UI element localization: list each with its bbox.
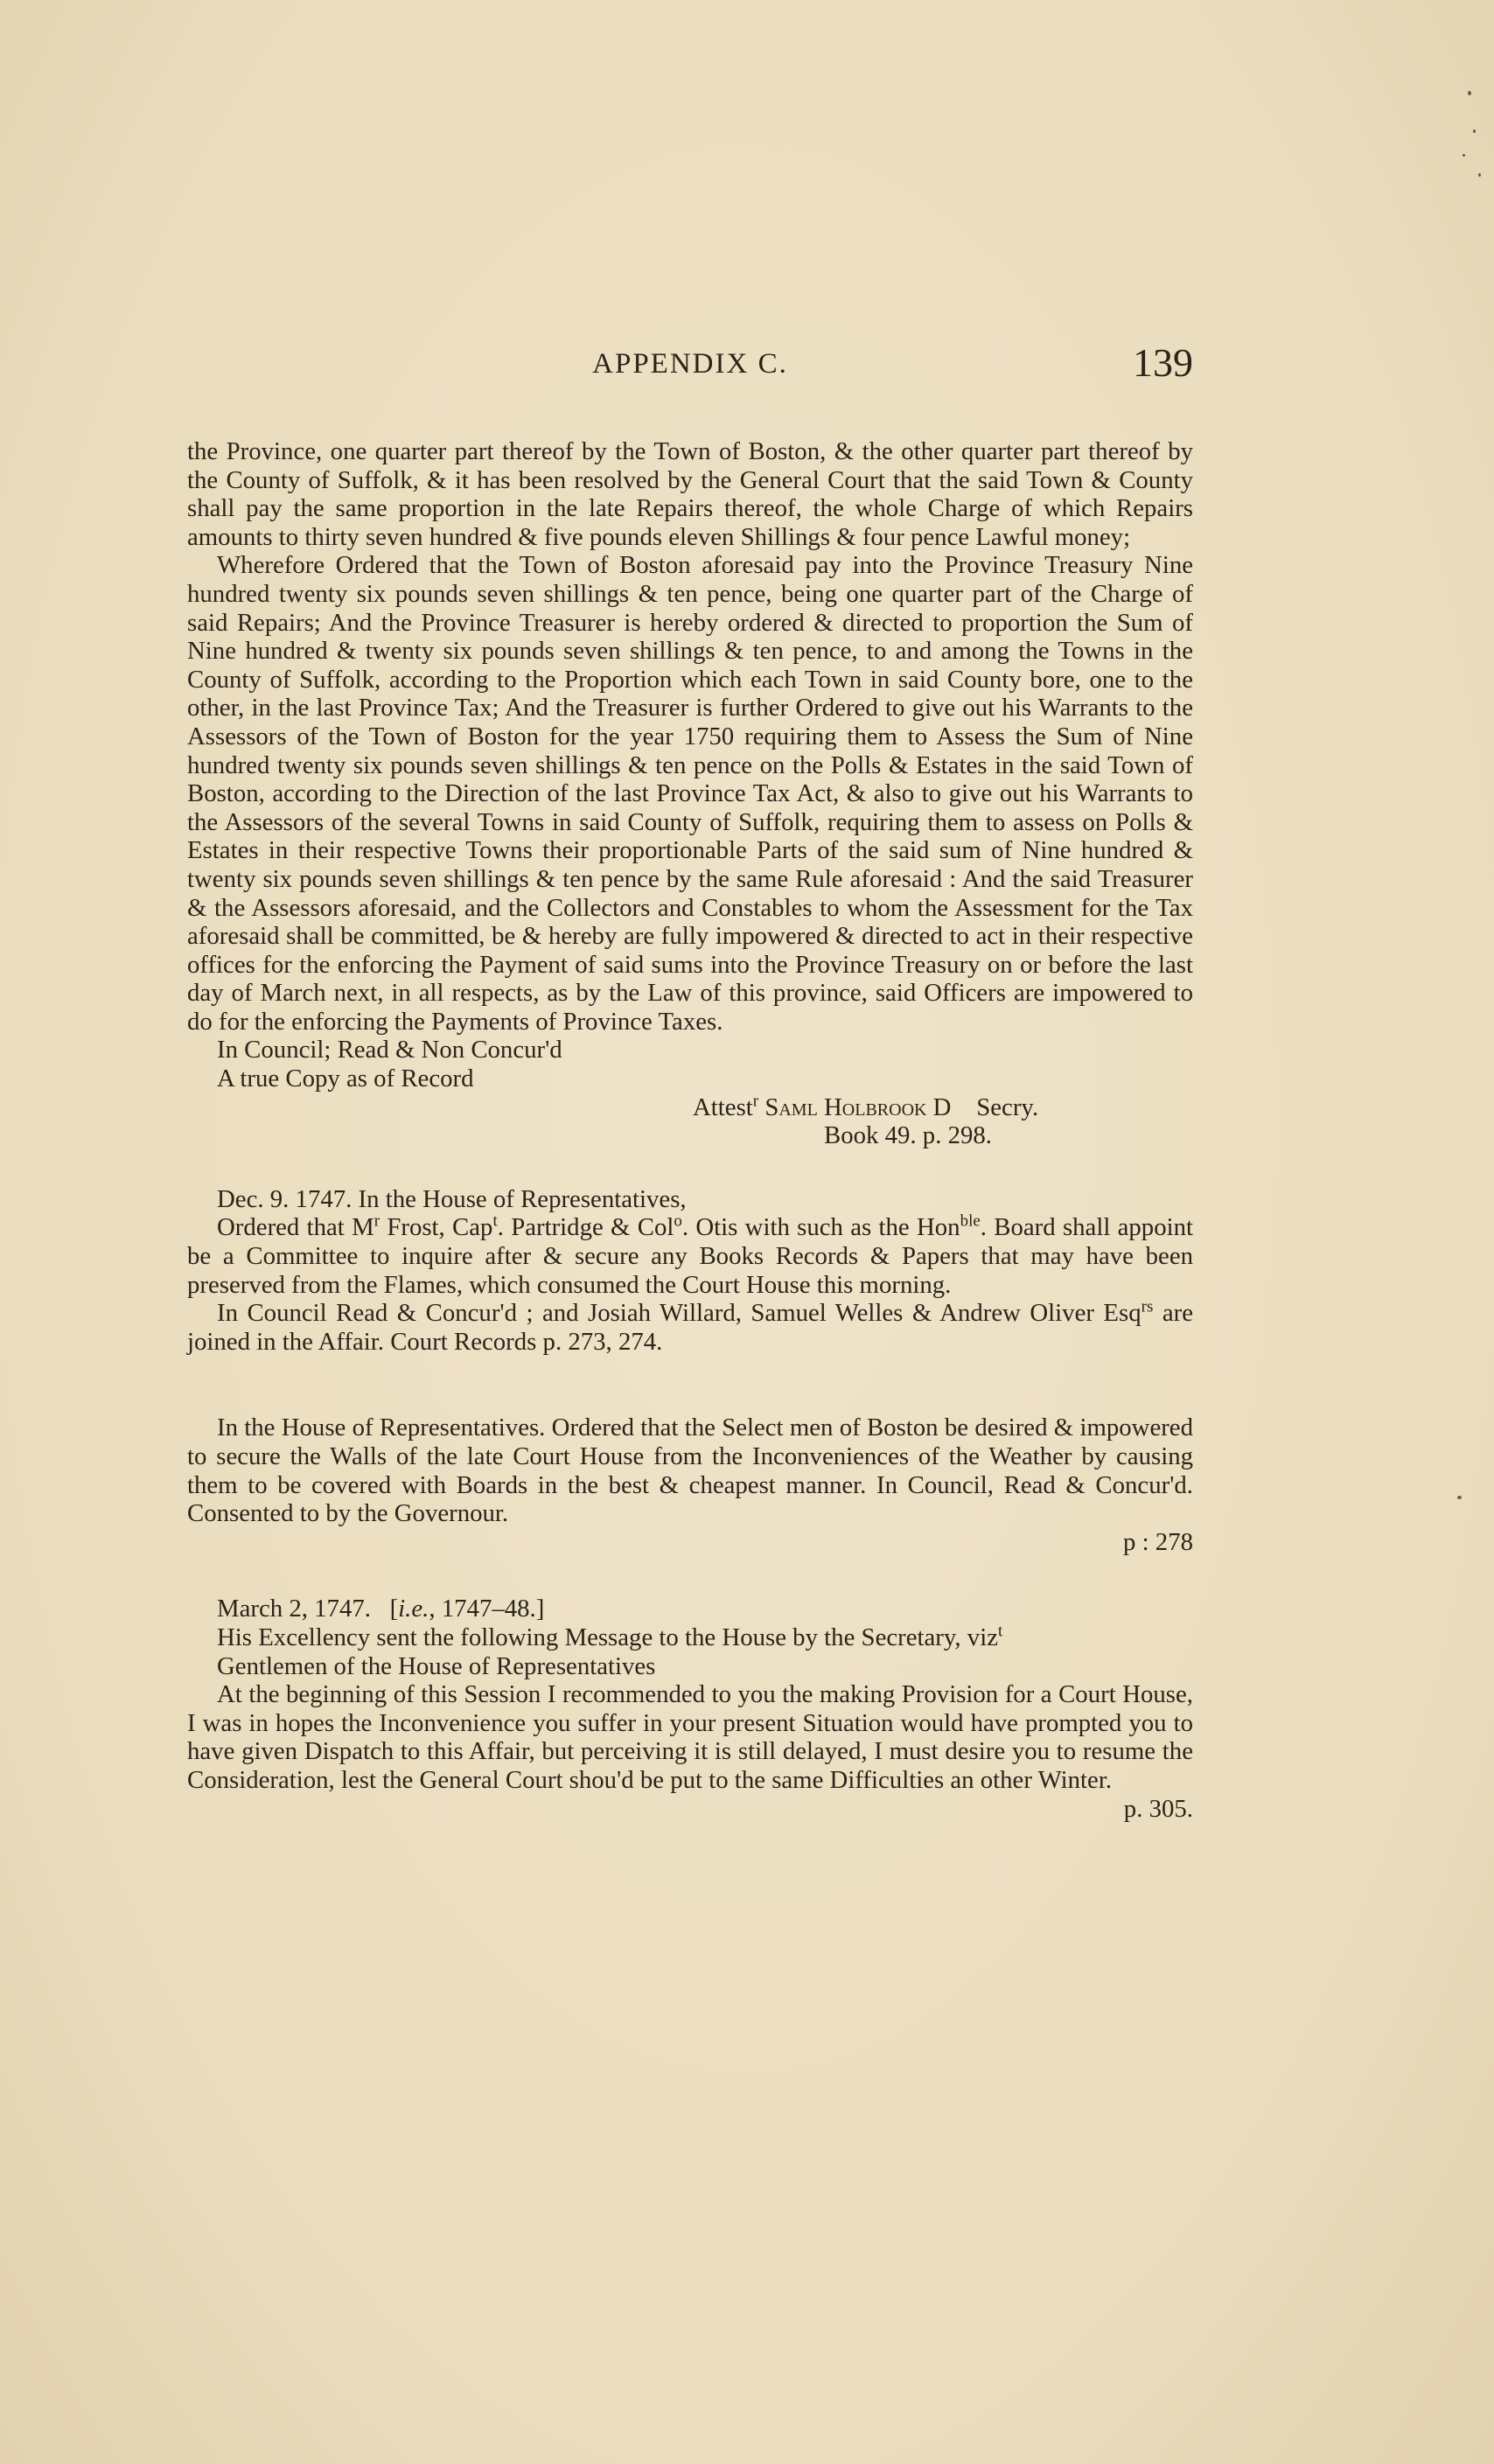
court-records-reference: p : 278	[1123, 1527, 1193, 1556]
margin-speck	[1478, 173, 1481, 177]
dec-1747-heading: Dec. 9. 1747. In the House of Representatives,	[217, 1184, 687, 1213]
bracket-open: [	[389, 1595, 399, 1623]
message-text: His Excellency sent the following Message to the House by the Secretary, viz	[217, 1623, 998, 1651]
dec-superscript: o	[674, 1211, 682, 1231]
margin-speck	[1457, 1496, 1462, 1499]
ie-abbreviation: i.e.	[398, 1595, 429, 1623]
bracket-rest: , 1747–48.]	[429, 1595, 545, 1623]
paragraph-governor-message: At the beginning of this Session I recommended to you the making Provision for a Court House, I was in hopes the Inconvenience you suffer in your present Situation would have prompted you to have given Dispatch to this Affair, but perceiving it is still delayed, I must desire you to resume the Consideration, lest the General Court shou'd be put to the same Difficulties an other Winter.	[187, 1680, 1193, 1794]
attest-title: Secry.	[976, 1092, 1039, 1121]
running-head: APPENDIX C.	[592, 348, 788, 380]
margin-speck	[1468, 91, 1471, 95]
paragraph-council-concur	[187, 1299, 1193, 1356]
march-1747-heading	[187, 1595, 1193, 1623]
page-header	[187, 339, 1193, 401]
attest-superscript: r	[752, 1092, 759, 1111]
true-copy-line: A true Copy as of Record	[217, 1064, 474, 1093]
dec-superscript: t	[492, 1211, 498, 1231]
paragraph-select-men: In the House of Representatives. Ordered that the Select men of Boston be desired & impowered to secure the Walls of the late Court House from the Inconveniences of the Weather by causing them to be covered with Boards in the best & cheapest manner. In Council, Read & Concur'd. Consented to by the Governour.	[187, 1413, 1193, 1528]
paragraph-committee-order	[187, 1213, 1193, 1299]
dec-superscript: r	[374, 1211, 380, 1231]
dec-superscript: ble	[960, 1211, 981, 1231]
dec-text: Frost, Cap	[380, 1213, 493, 1242]
message-superscript: t	[998, 1622, 1003, 1641]
paragraph-province-proportion: the Province, one quarter part thereof by the Town of Boston, & the other quarter part thereof by the County of Suffolk, & it has been resolved by the General Court that the said Town & County shall pay the same proportion in the late Repairs thereof, the whole Charge of which Repairs amounts to thirty seven hundred & five pounds eleven Shillings & four pence Lawful money;	[187, 437, 1193, 551]
dec-text: . Board shall appoint be a Committee to inquire after & secure any Books Records & Papers that may have been preserved from the Flames, which consumed the Court House this morning.	[187, 1213, 1193, 1299]
page-body	[187, 437, 1193, 1823]
paragraph-message-intro	[187, 1623, 1193, 1652]
dec-text: . Partridge & Col	[497, 1213, 674, 1242]
dec-text: . Otis with such as the Hon	[681, 1213, 960, 1242]
margin-speck	[1473, 129, 1476, 133]
dec-text: Ordered that M	[217, 1213, 374, 1242]
march-date: March 2, 1747.	[217, 1595, 371, 1623]
council-non-concur: In Council; Read & Non Concur'd	[217, 1036, 562, 1064]
council-superscript: rs	[1141, 1297, 1154, 1316]
book-reference: Book 49. p. 298.	[824, 1121, 992, 1150]
paragraph-wherefore-ordered: Wherefore Ordered that the Town of Boston aforesaid pay into the Province Treasury Nine hundred twenty six pounds seven shillings & ten pence, being one quarter part of the Charge of said Repairs; And the Province Treasurer is hereby ordered & directed to proportion the Sum of Nine hundred & twenty six pounds seven shillings & ten pence, to and among the Towns in the County of Suffolk, according to the Proportion which each Town in said County bore, one to the other, in the last Province Tax; And the Treasurer is further Ordered to give out his Warrants to the Assessors of the Town of Boston for the year 1750 requiring them to Assess the Sum of Nine hundred twenty six pounds seven shillings & ten pence on the Polls & Estates in the said Town of Boston, according to the Direction of the last Province Tax Act, & also to give out his Warrants to the Assessors of the several Towns in said County of Suffolk, requiring them to assess on Polls & Estates in their respective Towns their proportionable Parts of the said sum of Nine hundred & twenty six pounds seven shillings & ten pence by the same Rule aforesaid : And the said Treasurer & the Assessors aforesaid, and the Collectors and Constables to whom the Assessment for the Tax aforesaid shall be committed, be & hereby are fully impowered & directed to act in their respective offices for the enforcing the Payment of said sums into the Province Treasury on or before the last day of March next, in all respects, as by the Law of this province, said Officers are impowered to do for the enforcing the Payments of Province Taxes.	[187, 551, 1193, 1036]
council-text: are joined in the Affair. Court Records p. 273, 274.	[187, 1299, 1193, 1356]
margin-speck	[1463, 154, 1465, 157]
attest-prefix: Attest	[693, 1092, 753, 1121]
salutation: Gentlemen of the House of Representatives	[217, 1651, 656, 1680]
final-page-reference: p. 305.	[1123, 1794, 1193, 1823]
attestation-line	[187, 1093, 1193, 1122]
attest-signatory: Saml Holbrook D	[764, 1092, 952, 1121]
council-text: In Council Read & Concur'd ; and Josiah Willard, Samuel Welles & Andrew Oliver Esq	[217, 1299, 1141, 1328]
page-number: 139	[1133, 340, 1193, 385]
